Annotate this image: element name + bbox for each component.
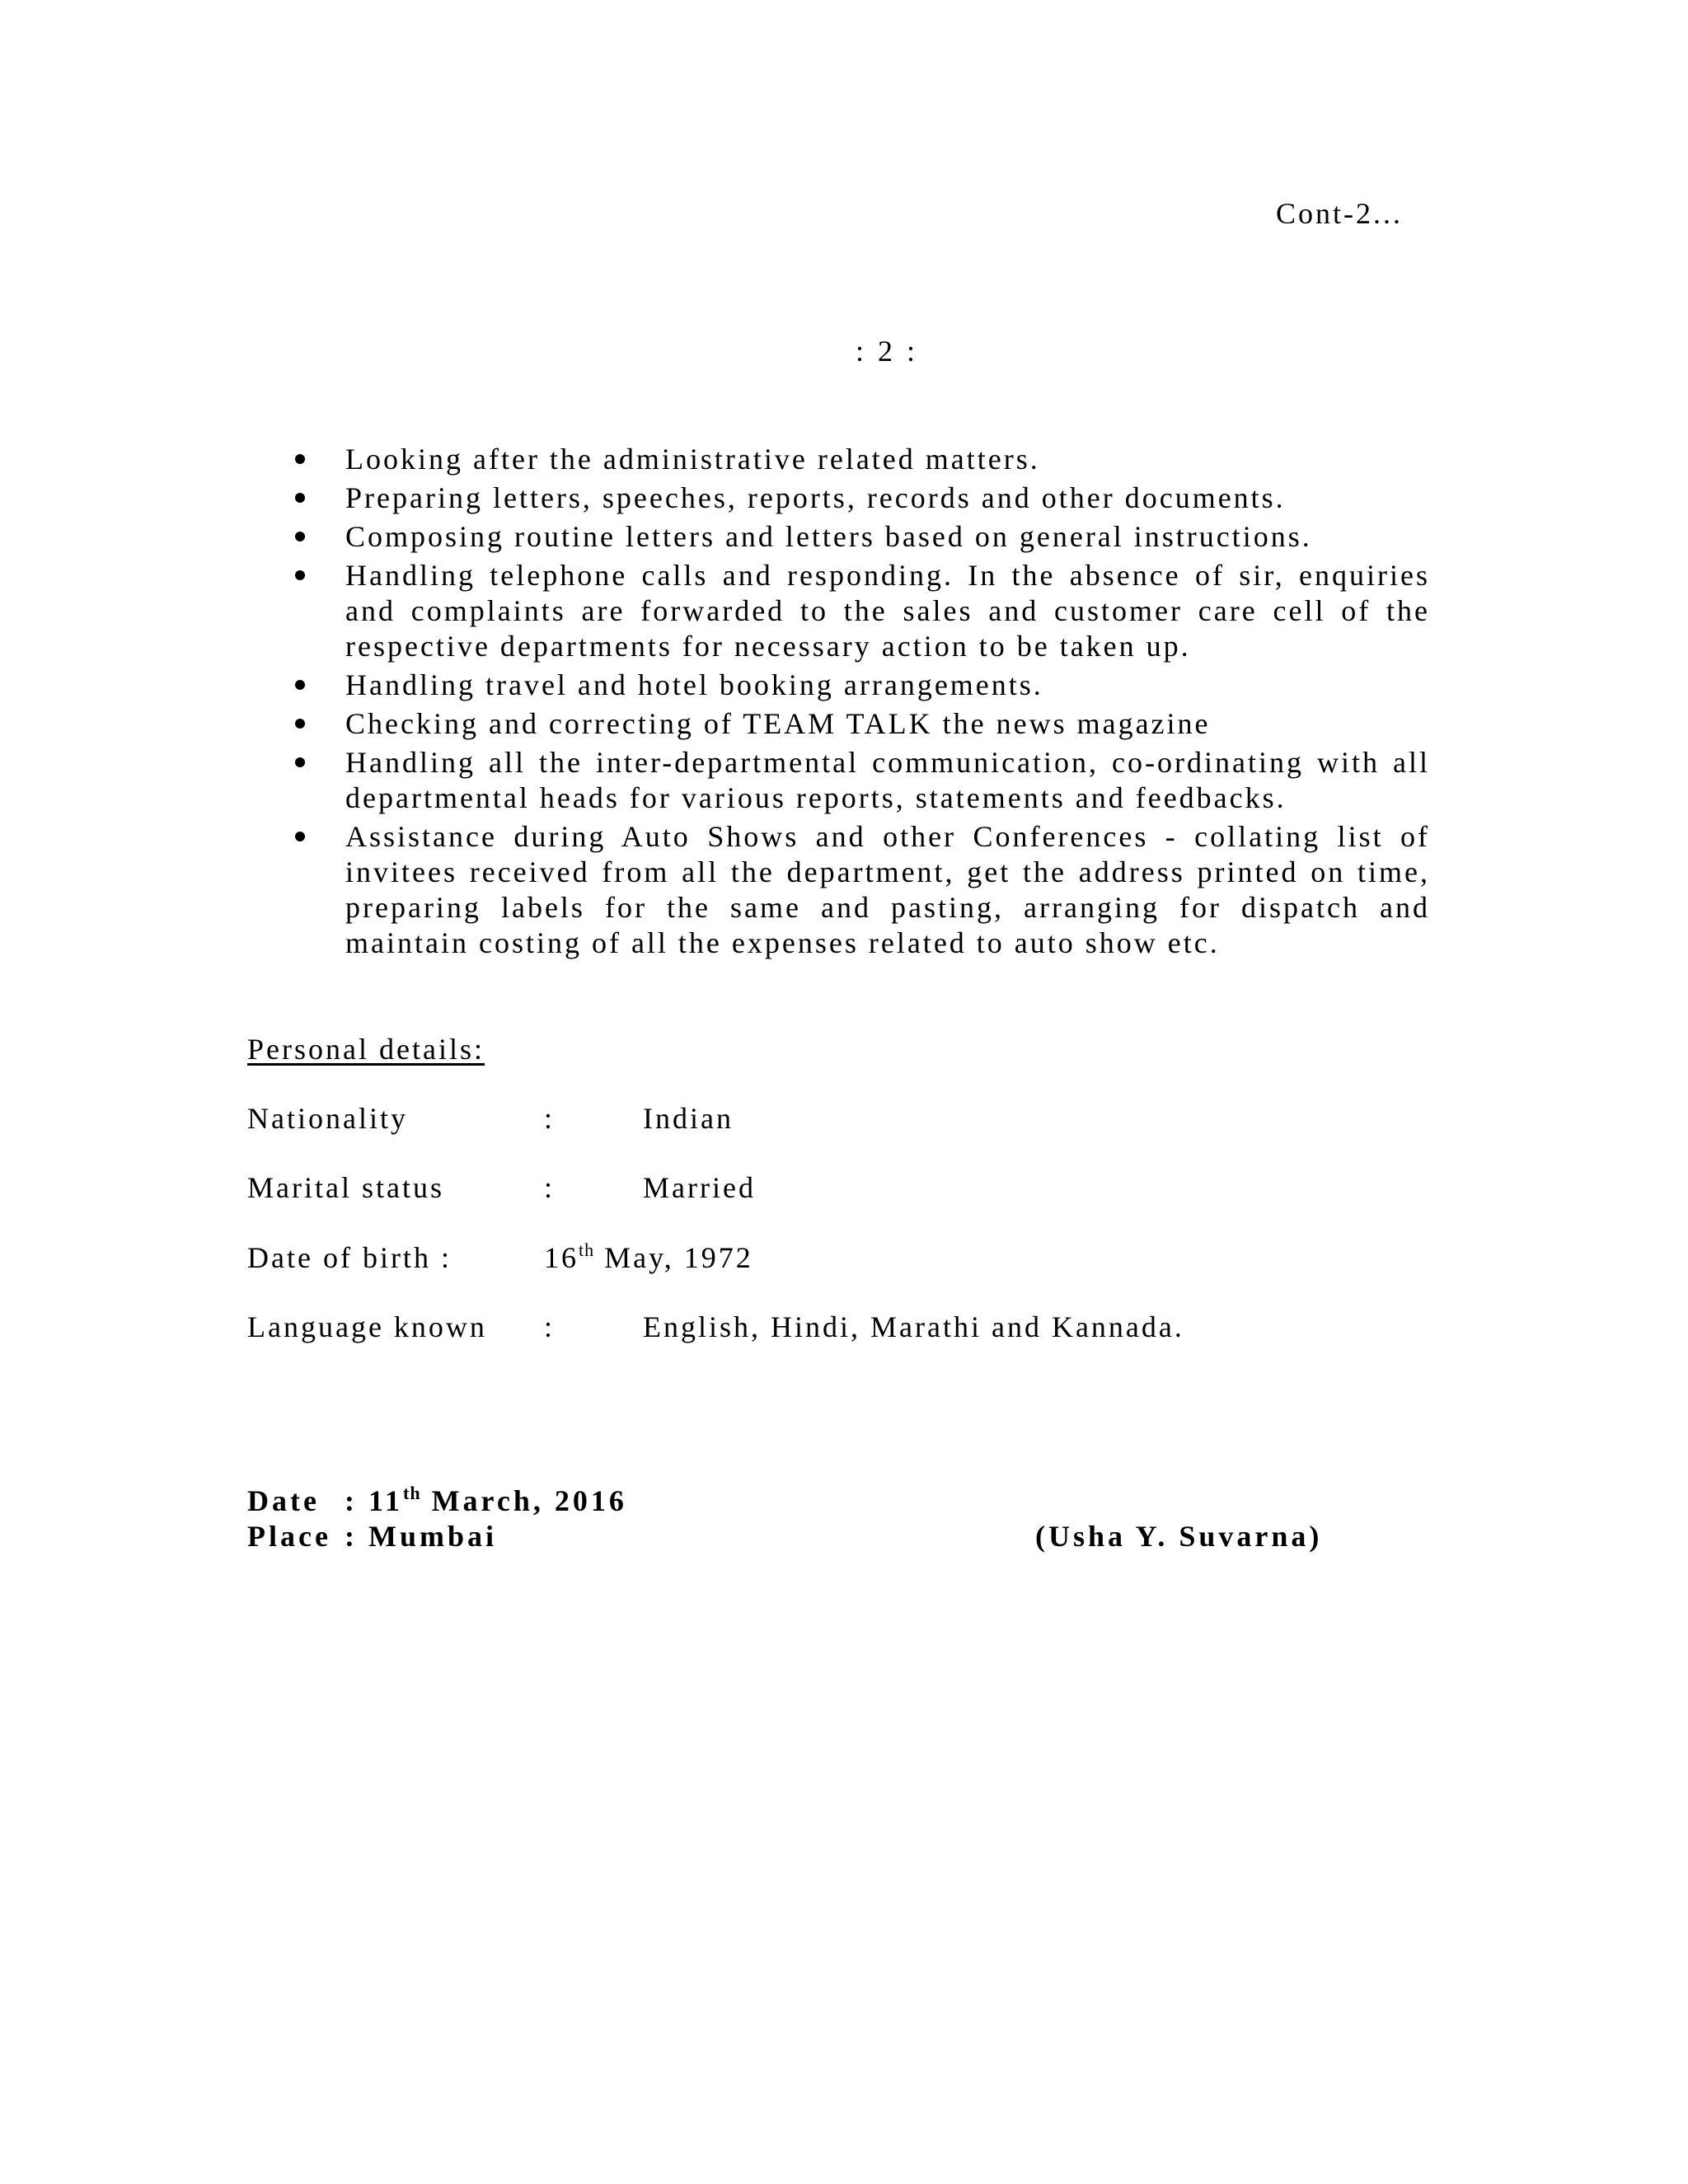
date-day-suffix: th (403, 1483, 421, 1503)
duty-text: Checking and correcting of TEAM TALK the news magazine (345, 707, 1211, 740)
bullet-icon (295, 532, 305, 541)
list-item (293, 819, 1430, 961)
date-of-birth-label: Date of birth : (247, 1241, 452, 1274)
marital-status-label: Marital status (247, 1171, 444, 1204)
list-item (293, 442, 1430, 477)
duty-text: Handling travel and hotel booking arrangements. (345, 668, 1043, 701)
place-value (345, 1519, 497, 1554)
duties-list (293, 442, 1430, 964)
duty-text: Looking after the administrative related matters. (345, 443, 1040, 476)
bullet-icon (295, 570, 305, 580)
dob-rest: May, 1972 (594, 1241, 753, 1274)
signatory-name: (Usha Y. Suvarna) (1035, 1520, 1323, 1553)
duty-text: Assistance during Auto Shows and other Conferences - collating list of invitees received from all the department, get the address printed on time, preparing labels for the same and pasting, arranging for dispatch and maintain costing of all the expenses related to auto show etc. (345, 820, 1430, 959)
continuation-note: Cont-2... (1276, 197, 1404, 230)
duty-text: Handling all the inter-departmental communication, co-ordinating with all departmental heads for various reports, statements and feedbacks. (345, 746, 1430, 814)
bullet-icon (295, 493, 305, 503)
list-item (293, 480, 1430, 516)
page-number-marker: : 2 : (856, 335, 919, 368)
date-rest: March, 2016 (420, 1484, 627, 1517)
place-name: Mumbai (368, 1520, 498, 1553)
list-item (293, 519, 1430, 555)
nationality-label: Nationality (247, 1102, 408, 1135)
bullet-icon (295, 757, 305, 767)
languages-label: Language known (247, 1310, 487, 1343)
list-item (293, 558, 1430, 664)
languages-colon: : (544, 1310, 556, 1343)
list-item (293, 745, 1430, 816)
bullet-icon (295, 680, 305, 690)
duty-text: Composing routine letters and letters based on general instructions. (345, 520, 1312, 553)
marital-status-colon: : (544, 1171, 556, 1204)
marital-status-value: Married (643, 1171, 756, 1204)
duty-text: Preparing letters, speeches, reports, records and other documents. (345, 481, 1286, 514)
bullet-icon (295, 719, 305, 729)
dob-day: 16 (544, 1241, 579, 1274)
nationality-value: Indian (643, 1102, 734, 1135)
date-value (345, 1483, 627, 1518)
bullet-icon (295, 454, 305, 464)
date-of-birth-value (544, 1240, 753, 1275)
date-label: Date (247, 1484, 320, 1517)
personal-details-heading: Personal details: (247, 1033, 485, 1066)
duty-text: Handling telephone calls and responding. In the absence of sir, enquiries and complaints are forwarded to the sales and customer care cell of the respective departments for necessary action to be taken up. (345, 559, 1430, 663)
nationality-colon: : (544, 1102, 556, 1135)
date-separator: : (345, 1484, 368, 1517)
dob-day-suffix: th (579, 1240, 595, 1260)
bullet-icon (295, 832, 305, 841)
list-item (293, 706, 1430, 742)
list-item (293, 668, 1430, 703)
languages-value: English, Hindi, Marathi and Kannada. (643, 1310, 1184, 1343)
place-label: Place (247, 1520, 331, 1553)
place-separator: : (345, 1520, 368, 1553)
date-day: 11 (368, 1484, 404, 1517)
